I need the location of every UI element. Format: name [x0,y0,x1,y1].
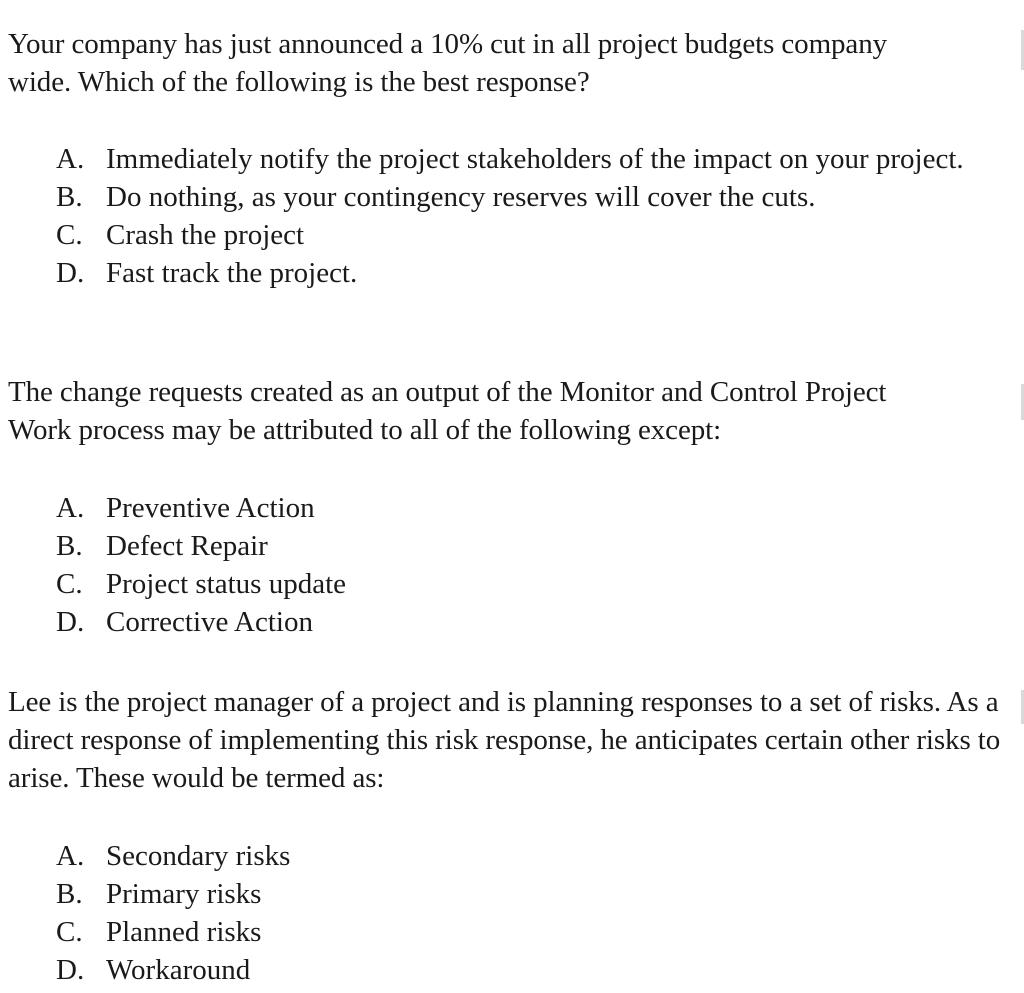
option-letter: A. [56,143,85,175]
question-stem: Your company has just announced a 10% cut in all project budgets company wide. Which of the following is the best response? [8,28,887,98]
option-b [56,875,996,913]
option-d [56,254,996,292]
option-text: Preventive Action [106,492,315,524]
option-letter: C. [56,219,83,251]
question-2 [8,373,1018,641]
option-a [56,489,996,527]
option-list [56,140,996,292]
question-stem: Lee is the project manager of a project and is planning responses to a set of risks. As a direct response of implementing this risk response, he anticipates certain other risks to arise. These would be termed as: [8,686,1001,794]
option-text: Defect Repair [106,530,268,562]
option-c [56,565,996,603]
option-letter: A. [56,840,85,872]
option-list [56,837,996,989]
option-d [56,951,996,989]
option-a [56,140,996,178]
option-c [56,913,996,951]
option-text: Workaround [106,954,251,986]
option-text: Immediately notify the project stakeholders of the impact on your project. [106,143,964,175]
option-b [56,527,996,565]
option-letter: D. [56,606,85,638]
option-text: Fast track the project. [106,257,358,289]
question-stem: The change requests created as an output of the Monitor and Control Project Work process may be attributed to all of the following except: [8,376,887,446]
option-letter: D. [56,257,85,289]
option-letter: B. [56,181,83,213]
option-letter: B. [56,530,83,562]
option-text: Corrective Action [106,606,313,638]
option-text: Secondary risks [106,840,291,872]
option-a [56,837,996,875]
option-letter: C. [56,568,83,600]
option-b [56,178,996,216]
option-text: Primary risks [106,878,262,910]
question-1 [8,25,1018,292]
option-letter: C. [56,916,83,948]
option-text: Crash the project [106,219,305,251]
option-c [56,216,996,254]
option-text: Project status update [106,568,347,600]
option-text: Planned risks [106,916,262,948]
question-3 [8,683,1018,989]
option-letter: B. [56,878,83,910]
option-letter: D. [56,954,85,986]
option-d [56,603,996,641]
option-list [56,489,996,641]
option-letter: A. [56,492,85,524]
option-text: Do nothing, as your contingency reserves will cover the cuts. [106,181,816,213]
